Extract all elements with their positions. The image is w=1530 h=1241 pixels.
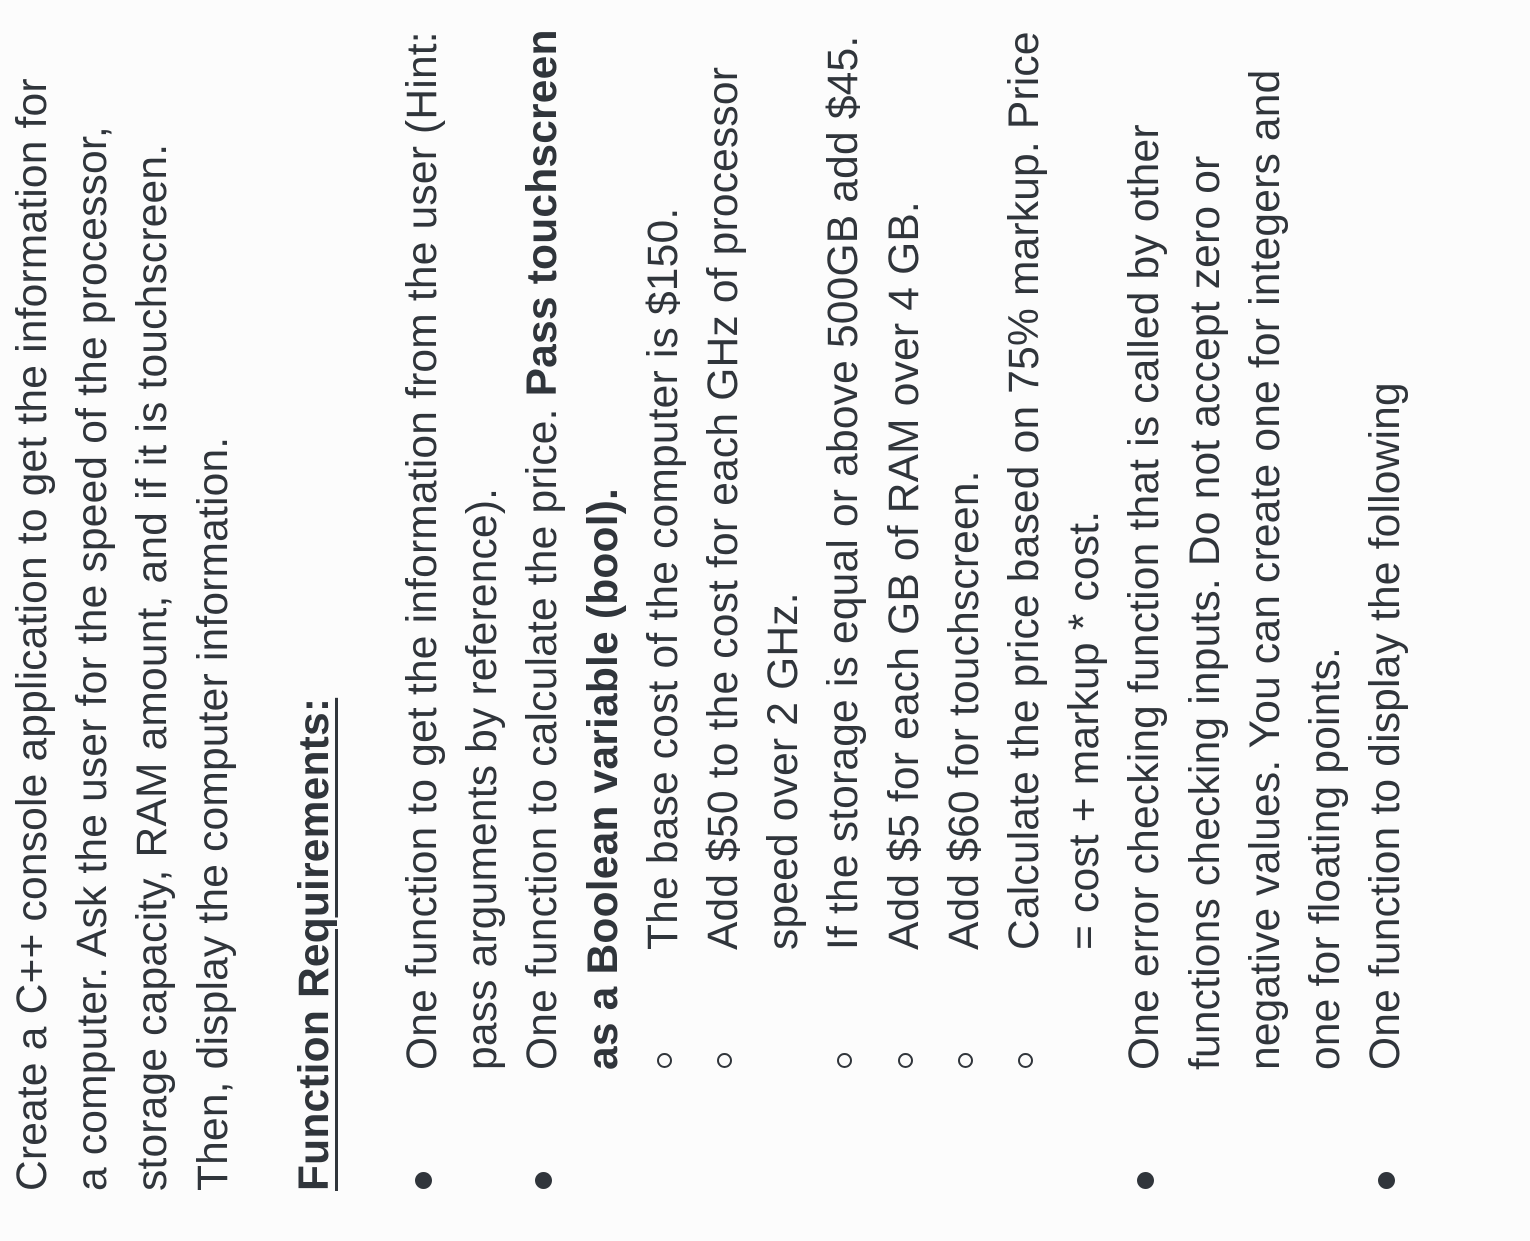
requirement-text: One error checking function that is called by other functions checking inputs. Do not accept zero or negative values. You can create one for integers and one for floating points. <box>1121 69 1350 1070</box>
sub-list-item <box>875 0 935 1070</box>
requirement-item <box>513 0 1115 1191</box>
sub-list-item <box>694 0 814 1070</box>
hollow-bullet-icon <box>898 1053 913 1068</box>
bullet-icon <box>535 1172 552 1189</box>
requirements-list <box>393 0 1416 1191</box>
requirement-text <box>513 0 633 1070</box>
sub-item-text: The base cost of the computer is $150. <box>639 207 687 950</box>
sub-item-text: Add $60 for touchscreen. <box>940 470 988 950</box>
sub-item-text: Calculate the price based on 75% markup. Price = cost + markup * cost. <box>1001 31 1109 950</box>
sub-item-text: Add $50 to the cost for each GHz of processor speed over 2 GHz. <box>700 66 808 950</box>
bullet-icon <box>1137 1172 1154 1189</box>
hollow-bullet-icon <box>657 1053 672 1068</box>
function-requirements-heading: Function Requirements: <box>290 697 338 1191</box>
requirement-item <box>393 0 513 1191</box>
requirement-item <box>1115 0 1356 1191</box>
requirement-text: One function to display the following <box>1362 382 1410 1070</box>
sub-list-item <box>995 0 1115 1070</box>
hollow-bullet-icon <box>1018 1053 1033 1068</box>
requirement-text-bold: Pass touchscreen as a Boolean variable (bool). <box>519 29 627 1070</box>
bullet-icon <box>1378 1172 1395 1189</box>
hollow-bullet-icon <box>958 1053 973 1068</box>
sub-item-text: Add $5 for each GB of RAM over 4 GB. <box>880 201 928 950</box>
sub-list-item <box>634 0 694 1070</box>
price-rules-list <box>634 0 1116 1070</box>
hollow-bullet-icon <box>837 1053 852 1068</box>
requirement-text-plain: One function to calculate the price. <box>519 396 567 1070</box>
intro-paragraph: Create a C++ console application to get the information for a computer. Ask the user for the speed of the processor, storage capacity, RAM amount, and if it is touchscreen. Then, display the computer information. <box>9 78 237 1191</box>
bullet-icon <box>415 1172 432 1189</box>
sub-list-item <box>935 0 995 1070</box>
sub-list-item <box>814 0 874 1070</box>
hollow-bullet-icon <box>717 1053 732 1068</box>
requirement-item <box>1356 0 1416 1191</box>
requirement-text: One function to get the information from the user (Hint: pass arguments by reference). <box>399 31 507 1070</box>
sub-item-text: If the storage is equal or above 500GB add $45. <box>820 35 868 950</box>
